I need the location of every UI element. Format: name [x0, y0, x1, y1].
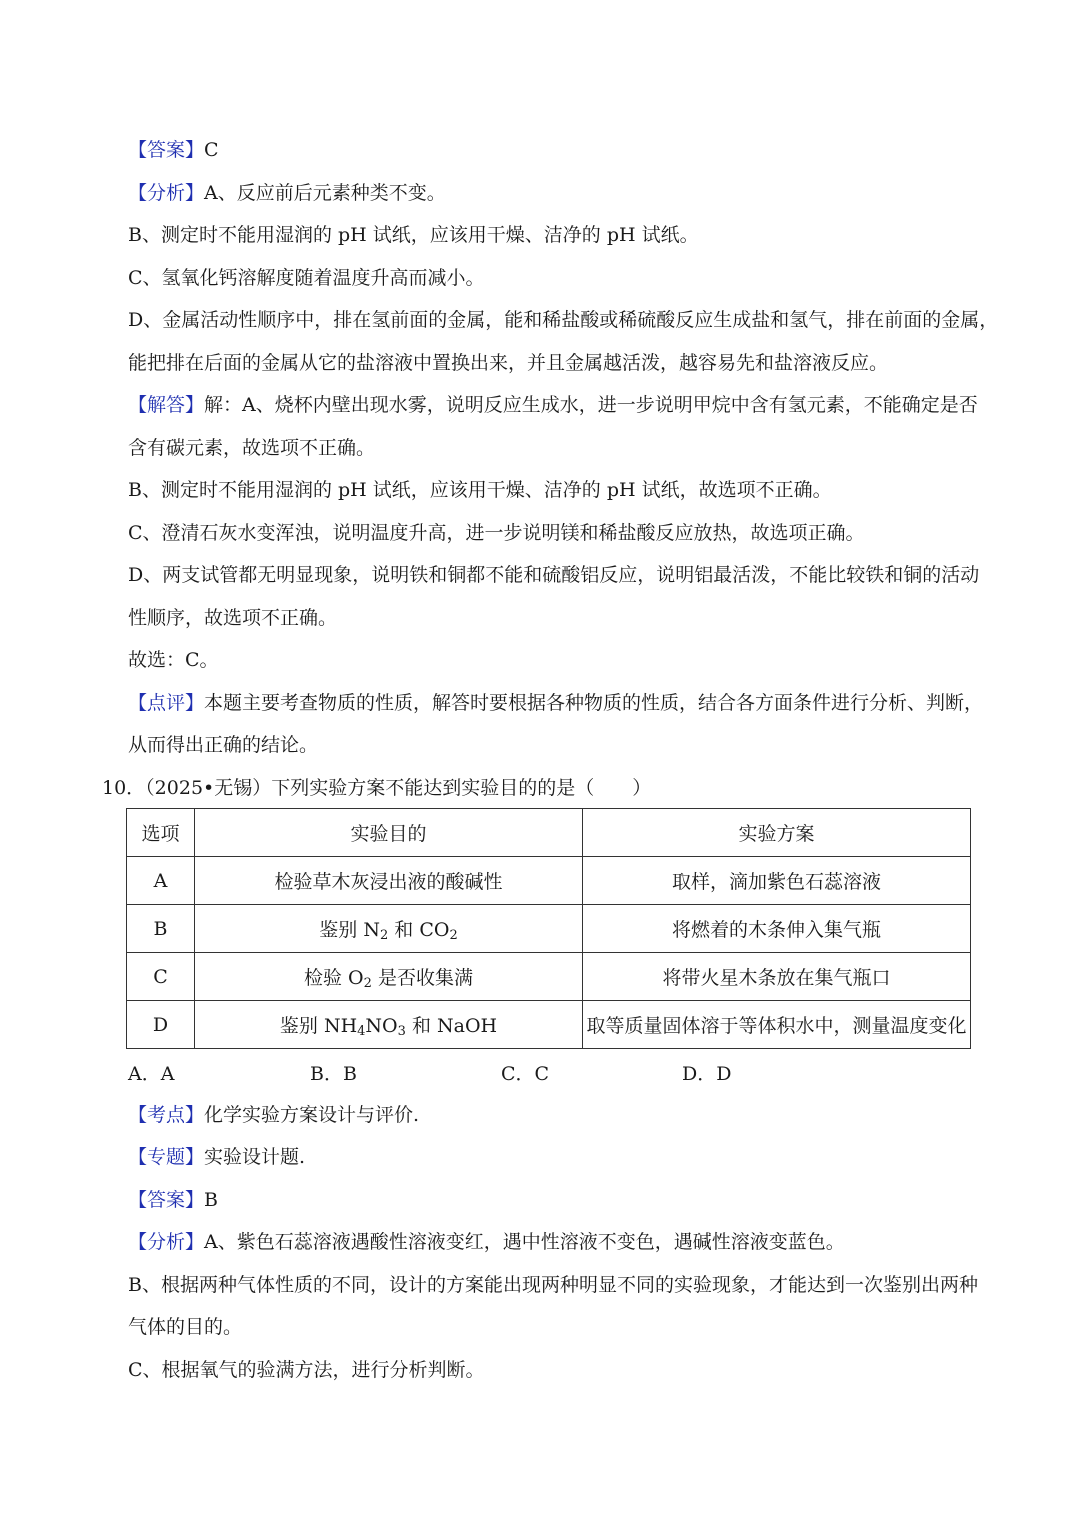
option-b: B．B [310, 1063, 357, 1085]
subscript: 4 [357, 1024, 366, 1039]
topic-line [128, 1144, 305, 1170]
subscript: 2 [363, 976, 372, 991]
row-purpose: 检验草木灰浸出液的酸碱性 [195, 857, 583, 905]
purpose-part: NO [365, 1015, 398, 1037]
table-row [127, 953, 971, 1001]
row-option: B [127, 905, 195, 953]
table-header-row [127, 809, 971, 857]
subscript: 3 [397, 1024, 406, 1039]
table-row [127, 857, 971, 905]
purpose-part: 和 NaOH [405, 1015, 498, 1037]
answer-text: B [204, 1189, 218, 1211]
row-purpose [195, 1001, 583, 1049]
analysis-text-line: C、氢氧化钙溶解度随着温度升高而减小。 [128, 267, 485, 289]
analysis-text-line: D、金属活动性顺序中，排在氢前面的金属，能和稀盐酸或稀硫酸反应生成盐和氢气，排在前面的金属， [128, 309, 999, 331]
option-a: A．A [128, 1063, 175, 1085]
comment-text-line: 从而得出正确的结论。 [128, 734, 319, 756]
row-option: A [127, 857, 195, 905]
point-tag: 【考点】 [128, 1104, 205, 1126]
table-row [127, 1001, 971, 1049]
answer-options [128, 1061, 928, 1087]
purpose-part: 是否收集满 [371, 967, 473, 989]
analysis-text: A、紫色石蕊溶液遇酸性溶液变红，遇中性溶液不变色，遇碱性溶液变蓝色。 [204, 1231, 845, 1253]
solution-text-line: B、测定时不能用湿润的 pH 试纸，应该用干燥、洁净的 pH 试纸，故选项不正确。 [128, 479, 832, 501]
analysis-text-line: 气体的目的。 [128, 1316, 243, 1338]
solution-text-line: D、两支试管都无明显现象，说明铁和铜都不能和硫酸铝反应，说明铝最活泼，不能比较铁和铜的活动 [128, 564, 980, 586]
answer-line [128, 137, 219, 163]
analysis-text-line: B、测定时不能用湿润的 pH 试纸，应该用干燥、洁净的 pH 试纸。 [128, 224, 699, 246]
analysis-line [128, 1229, 845, 1255]
solution-text-line: C、澄清石灰水变浑浊，说明温度升高，进一步说明镁和稀盐酸反应放热，故选项正确。 [128, 522, 865, 544]
point-line [128, 1102, 419, 1128]
header-plan: 实验方案 [583, 809, 971, 857]
solution-line [128, 392, 978, 418]
comment-tag: 【点评】 [128, 692, 205, 714]
comment-text: 本题主要考查物质的性质，解答时要根据各种物质的性质，结合各方面条件进行分析、判断， [204, 692, 984, 714]
analysis-text-line: 能把排在后面的金属从它的盐溶液中置换出来，并且金属越活泼，越容易先和盐溶液反应。 [128, 352, 889, 374]
analysis-tag: 【分析】 [128, 1231, 205, 1253]
solution-tag: 【解答】 [128, 394, 205, 416]
option-c: C．C [501, 1063, 550, 1085]
row-purpose [195, 905, 583, 953]
table-row [127, 905, 971, 953]
purpose-part: 检验 O [304, 967, 364, 989]
analysis-tag: 【分析】 [128, 182, 205, 204]
comment-line [128, 690, 983, 716]
question-title: 10．（2025•无锡）下列实验方案不能达到实验目的的是（ ） [102, 777, 652, 799]
row-plan: 取样，滴加紫色石蕊溶液 [583, 857, 971, 905]
header-purpose: 实验目的 [195, 809, 583, 857]
analysis-text-line: C、根据氧气的验满方法，进行分析判断。 [128, 1359, 485, 1381]
purpose-part: 鉴别 NH [279, 1015, 358, 1037]
topic-text: 实验设计题. [204, 1146, 306, 1168]
row-plan: 取等质量固体溶于等体积水中，测量温度变化 [583, 1001, 971, 1049]
row-option: D [127, 1001, 195, 1049]
solution-text-line: 含有碳元素，故选项不正确。 [128, 437, 376, 459]
row-option: C [127, 953, 195, 1001]
answer-tag: 【答案】 [128, 139, 205, 161]
solution-text-line: 性顺序，故选项不正确。 [128, 607, 338, 629]
answer-tag: 【答案】 [128, 1189, 205, 1211]
answer-text: C [204, 139, 219, 161]
analysis-text: A、反应前后元素种类不变。 [204, 182, 446, 204]
purpose-part: 鉴别 N [319, 919, 380, 941]
solution-text: 解：A、烧杯内壁出现水雾，说明反应生成水，进一步说明甲烷中含有氢元素，不能确定是否 [204, 394, 978, 416]
topic-tag: 【专题】 [128, 1146, 205, 1168]
header-option: 选项 [127, 809, 195, 857]
subscript: 2 [449, 928, 458, 943]
row-plan: 将带火星木条放在集气瓶口 [583, 953, 971, 1001]
analysis-line [128, 180, 446, 206]
subscript: 2 [379, 928, 389, 943]
answer-line [128, 1187, 218, 1213]
row-plan: 将燃着的木条伸入集气瓶 [583, 905, 971, 953]
purpose-part: 和 CO [388, 919, 450, 941]
analysis-text-line: B、根据两种气体性质的不同，设计的方案能出现两种明显不同的实验现象，才能达到一次鉴别出两种 [128, 1274, 978, 1296]
option-d: D．D [682, 1063, 732, 1085]
solution-text-line: 故选：C。 [128, 649, 219, 671]
row-purpose [195, 953, 583, 1001]
point-text: 化学实验方案设计与评价. [204, 1104, 420, 1126]
experiment-table [126, 808, 971, 1049]
